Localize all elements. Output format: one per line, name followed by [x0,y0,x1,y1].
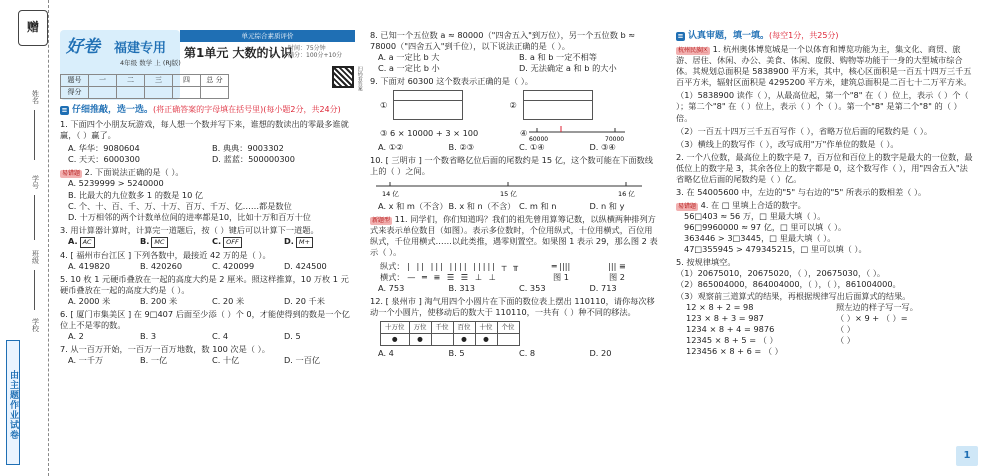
region-badge: 杭州民族区 [678,47,709,55]
question-3: 3. 用计算器计算时，计算完一道题后，按（ ）键后可以计算下一道题。 A. AC B. MC C. OFF D. M+ [60,224,319,246]
label-school: 学校 [31,318,40,332]
binding-strip [0,0,56,476]
cut-line [48,0,49,476]
number-line-q10 [370,178,650,198]
fig-2-label: 图 2 [609,271,625,282]
qr-note: 扫码看答案 [356,66,363,91]
label-name: 姓名 [31,90,40,104]
fig-1-label: 图 1 [553,271,569,282]
score-cell[interactable] [145,87,173,99]
page-title: 第1单元 大数的认识 [184,46,293,60]
key-mc: MC [151,237,167,248]
full-score: 满分：100分+10分 [288,52,343,60]
score-cell[interactable] [201,87,229,99]
score-head: 四 [173,75,201,87]
key-mplus: M+ [296,237,313,248]
fill-question-4: 易错题 4. 在 □ 里填上合适的数字。 56□403 ≈ 56 万，□ 里最大填（ ）。 96□9960000 ≈ 97 亿，□ 里可以填（ ）。 363446 > 3□3445，□ 里最大填（ ）。 47□355945 > 479345215，□ 里可以填（ ）。 [678,199,867,255]
section-icon: ≡ [677,32,684,40]
column-3 [676,30,976,357]
name-line[interactable] [34,110,35,160]
eval-tag: 单元综合素质评价 [180,30,355,42]
question-11: 新题型 11. 同学们，你们知道吗？我们的祖先曾用算筹记数，以纵横两种排列方式来表示单位数目（如图）。表示多位数时，个位用纵式，十位用横式，百位用纵式，千位用横式……以此类推，遇零则置空。如果图 1 表示 29，那么图 2 表示（ ）。 纵式： | || ||| |||| ||||| ┬ ╥ 横式： — ═ ≡ ☰ ☰ ⊥ ⊥ ═ |||| 图 1 ||| ≡ 图 2 A. 753 B. 313 C. 353 D. 713 [370,213,658,294]
score-cell[interactable] [89,87,117,99]
fill-question-3: 3. 在 54005600 中，左边的"5" 与右边的"5" 所表示的数相差（ ）。 [676,186,927,197]
column-2 [370,30,660,359]
score-head: 总 分 [201,75,229,87]
tricky-badge: 易错题 [62,170,81,178]
question-5: 5. 10 枚 1 元硬币叠放在一起的高度大约是 2 厘米。照这样推算，10 万枚 1 元硬币叠放在一起的高度大约是（ ）。 A. 2000 米 B. 200 米 C. 20 米 D. 20 千米 [60,273,349,306]
key-off: OFF [223,237,242,248]
page-header [60,30,363,100]
score-cell[interactable] [173,87,201,99]
id-line[interactable] [34,195,35,240]
question-2: 易错题 2. 下面说法正确的是（ ）。 A. 5239999 > 5240000 B. 比最大的九位数多 1 的数是 10 亿 C. 个、十、百、千、万、十万、百万、千万、亿……都是数位 D. 十万相邻的两个计数单位间的进率都是10，比如十万和百万十位 [62,167,311,222]
time-limit: 时间：75分钟 [288,45,326,52]
score-head: 二 [117,75,145,87]
question-4: 4. [ 福州市台江区 ] 下列各数中，最接近 42 万的是（ ）。 A. 419820 B. 420260 C. 420099 D. 424500 [60,249,327,271]
q9-tick-70000: 70000 [605,136,625,143]
question-8: 8. 已知一个五位数 a ≈ 80000（"四舍五入"到万位），另一个五位数 b ≈ 78000（"四舍五入"到千位），以下说法正确的是（ ）。 A. a 一定比 b 大 B. a 和 b 一定不相等 C. a 一定比 b 小 D. 无法确定 a 和 b 的大小 [370,30,636,74]
question-10: 10. [ 三明市 ] 一个数省略亿位后面的尾数约是 15 亿，这个数可能在下面数线上的（ ）之间。 14 亿 15 亿 16 亿 A. x 和 m（不含） B. x 和 n（不含） C. m 和 n D. n 和 y [370,155,653,211]
fill-question-1: 杭州民族区 1. 杭州奥体博览城是一个以体育和博览功能为主，集文化、商贸、旅游、居住、休闲、办公、美食、体闲、度假、购物等功能于一身的大型城市综合体。其规划总面积是 5838900 平方米，其中，核心区面积是一百五十四万三千五百平方米，辐射区面积是 4295200 平方米，建筑总面积是二百七十二万平方米。 （1）5838900 读作（ ），从最高位起，第一个"8" 在（ ）位上，表示（ ）个（ ）；第二个"8" 在（ ）位上，表示（ ）个（ ）。第一个"8" 是第二个"8" 的（ ）倍。 （2）一百五十四万三千五百写作（ ），省略万位后面的尾数约是（ ）。 （3）横线上的数写作（ ），改写成用"万"作单位的数是（ ）。 [676,44,972,149]
gift-logo: 赠 [18,10,48,46]
question-12: 12. [ 泉州市 ] 淘气用四个小圆片在下面的数位表上摆出 110110，请你每次移动一个小圆片，使移动后的数大于 110110，一共有（ ）种不同的移法。 十万位 万位 千位 百位 十位 个位 ● ● ● ● A. 4 B. 5 C. 8 D. 20 [370,296,655,358]
question-6: 6. [ 厦门市集美区 ] 在 9□407 后面至少添（ ）个 0，才能使得到的数是一个亿位上不是零的数。 A. 2 B. 3 C. 4 D. 5 [60,308,350,341]
section-icon: ≡ [61,106,68,114]
tricky-badge: 易错题 [678,202,697,210]
grade-label: 4年级 数学 上 (RJ版) [120,59,181,67]
time-info [288,45,342,59]
abacus-figure-2 [523,90,593,120]
edition-label: 福建专用 [114,41,167,56]
score-head: 一 [89,75,117,87]
section-2-header: ≡ 认真审题，填一填。(每空1分，共25分) [677,31,839,41]
question-9: 9. 下面对 60300 这个数表示正确的是（ ）。 ① ② ③ 6 × 10000 + 3 × 100 ④ 60000 70000 A. ①② B. ②③ C. ①④ D. ③④ [370,76,660,153]
fill-question-5: 5. 按规律填空。 （1）20675010，20675020，（ ），20675030，（ ）。 （2）865004000，864004000，（ ），（ ），861004000。 （3）观察前三道算式的结果，再根据规律写出后面算式的结果。 12 × 8 + 2 = 98 123 × 8 + 3 = 987 1234 × 8 + 4 = 9876 12345 × 8 + 5 = （ ） 123456 × 8 + 6 = （ ） 照左边的样子写一写。 （ ）× 9 + （ ）= （ ） （ ） [676,257,918,356]
question-7: 7. 从一百万开始，一百万一百万地数，数 100 次是（ ）。 A. 一千万 B. 一亿 C. 十亿 D. 一百亿 [60,344,321,366]
q10-tick-15: 15 亿 [500,189,517,198]
series-brand: 由主题作业试卷 [6,340,20,465]
score-head: 题号 [61,75,89,87]
abacus-figure-1 [393,90,463,120]
section-1-header: ≡ 仔细推敲，选一选。(将正确答案的字母填在括号里)(每小题2分，共24分) [61,105,341,115]
column-1 [60,104,356,366]
q9-tick-60000: 60000 [529,136,549,143]
q10-tick-16: 16 亿 [618,189,635,198]
score-head: 三 [145,75,173,87]
class-line[interactable] [34,270,35,310]
new-type-badge: 新题型 [372,216,391,224]
fill-question-2: 2. 一个八位数，最高位上的数字是 7，百万位和百位上的数字是最大的一位数，最低位上的数字是 3，其余各位上的数字都是 0，这个数写作（ ），用"四舍五入"法省略亿位后面的尾数约是（ ）亿。 [676,151,973,184]
score-cell[interactable] [117,87,145,99]
q10-tick-14: 14 亿 [382,189,399,198]
brand-logo: 好卷 [66,37,100,57]
score-table [60,74,229,99]
label-id: 学号 [31,175,40,189]
score-head: 得分 [61,87,89,99]
question-1: 1. 下面四个小朋友玩游戏，每人想一个数并写下来，谁想的数读出的零最多谁就赢，（ ）赢了。 A. 华华：9080604 B. 典典：9003302 C. 天天：6000300 D. 蓝蓝：500000300 [60,119,349,165]
number-line-q9 [527,124,627,142]
label-class: 班级 [31,250,40,264]
key-ac: AC [80,237,95,248]
qr-code[interactable] [332,66,354,88]
page-number: 1 [956,446,978,466]
place-value-table: 十万位 万位 千位 百位 十位 个位 ● ● ● ● [380,321,520,346]
